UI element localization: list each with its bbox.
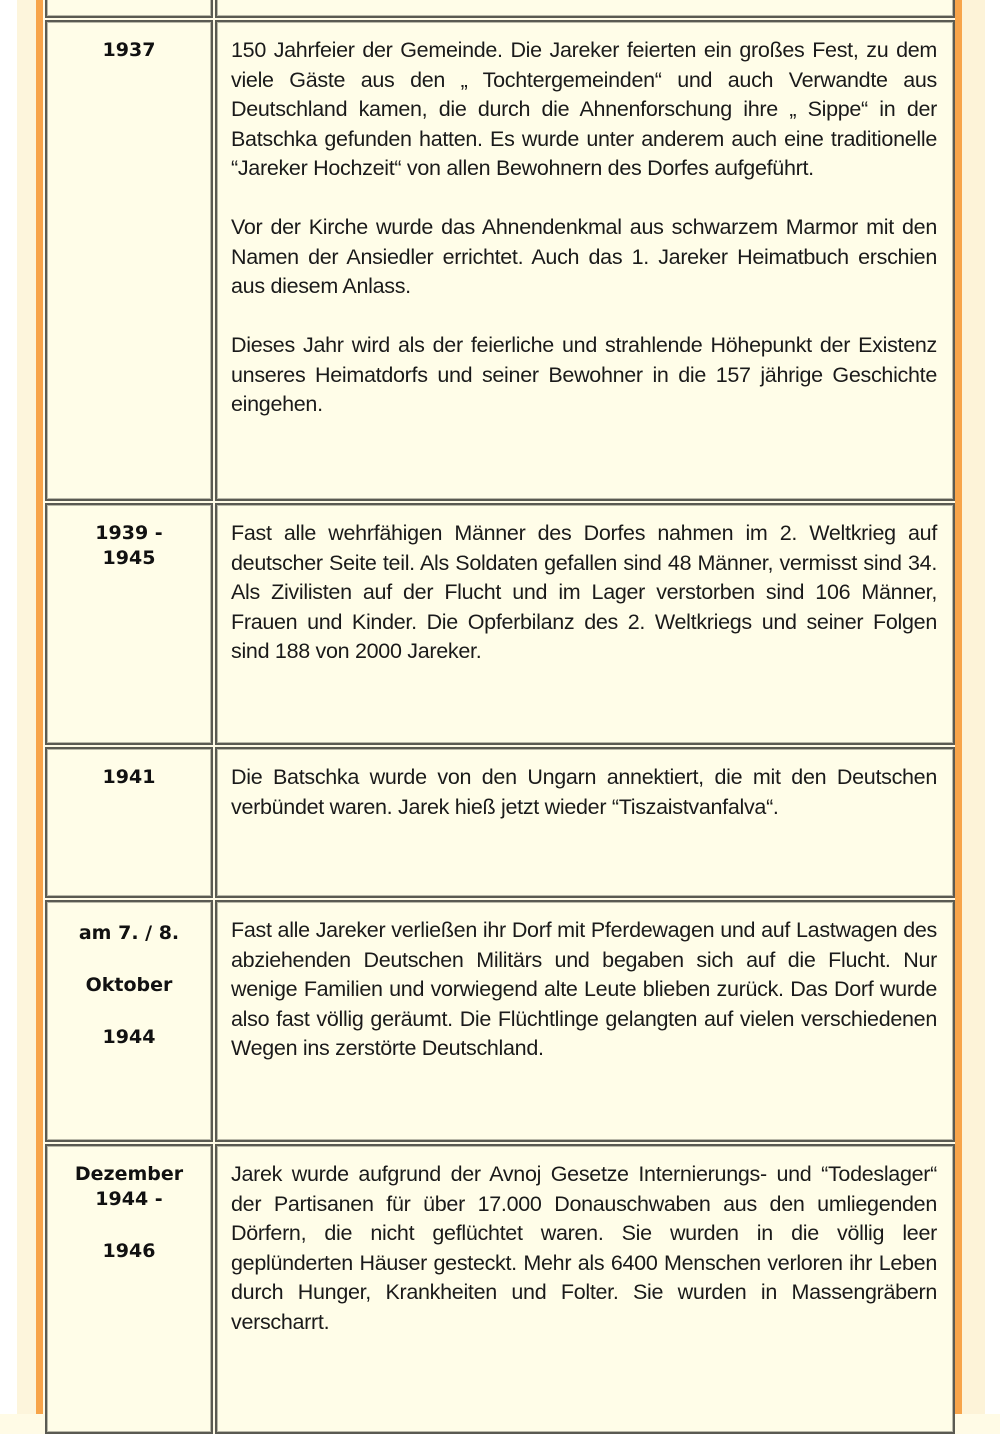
date-line: 1939 - [95, 522, 163, 544]
date-line: am 7. / 8. [78, 922, 180, 944]
event-date [47, 38, 211, 63]
date-line: 1945 [102, 547, 156, 569]
date-line: Oktober [85, 974, 173, 996]
timeline-row [43, 900, 955, 1142]
page-margin-right [985, 0, 1000, 1414]
date-line [47, 1212, 211, 1239]
timeline-row [43, 503, 955, 745]
event-date [47, 920, 211, 1050]
paragraph: Vor der Kirche wurde das Ahnendenkmal aus schwarzem Marmor mit den Namen der Ansiedler errichtet. Auch das 1. Jareker Heimatbuch erschien aus diesem Anlass. [231, 215, 937, 298]
accent-stripe-right [955, 0, 962, 1414]
text-cell [215, 1144, 955, 1434]
paragraph: Jarek wurde aufgrund der Avnoj Gesetze Internierungs- und “Todeslager“ der Partisanen für über 17.000 Donauschwaben aus den umliegenden Dörfern, die nicht geflüchtet waren. Sie wurden in die völlig leer geplünderten Häuser gesteckt. Mehr als 6400 Menschen verloren ihr Leben durch Hunger, Krankheiten und Folter. Sie wurden in Massengräbern verscharrt. [231, 1162, 937, 1334]
text-cell [215, 20, 955, 501]
text-cell [215, 503, 955, 745]
timeline-row [43, 20, 955, 501]
page-margin-left-tint [17, 0, 36, 1414]
event-description [231, 763, 937, 822]
paragraph: Die Batschka wurde von den Ungarn annektiert, die mit den Deutschen verbündet waren. Jarek hieß jetzt wieder “Tiszaistvanfalva“. [231, 765, 937, 819]
timeline-row [43, 1144, 955, 1434]
event-date [47, 521, 211, 571]
text-cell [215, 0, 955, 18]
event-description [231, 916, 937, 1064]
text-cell [215, 900, 955, 1142]
event-description [231, 519, 937, 667]
event-description [231, 36, 937, 420]
date-line [47, 998, 211, 1024]
date-cell [45, 1144, 213, 1434]
event-date [47, 1162, 211, 1264]
text-cell [215, 747, 955, 898]
date-cell [45, 503, 213, 745]
paragraph: Dieses Jahr wird als der feierliche und strahlende Höhepunkt der Existenz unseres Heimatdorfs und seiner Bewohner in die 157 jährige Geschichte eingehen. [231, 333, 937, 416]
paragraph: Fast alle Jareker verließen ihr Dorf mit Pferdewagen und auf Lastwagen des abziehenden Deutschen Militärs und begaben sich auf die Flucht. Nur wenige Familien und vorwiegend alte Leute blieben zurück. Das Dorf wurde also fast völlig geräumt. Die Flüchtlinge gelangten auf vielen verschiedenen Wegen ins zerstörte Deutschland. [231, 918, 937, 1060]
date-cell [45, 900, 213, 1142]
page-margin-left [0, 0, 17, 1414]
date-line: 1944 [102, 1026, 156, 1048]
date-line [47, 946, 211, 972]
timeline-row [43, 747, 955, 898]
event-date [47, 765, 211, 790]
paragraph: Fast alle wehrfähigen Männer des Dorfes nahmen im 2. Weltkrieg auf deutscher Seite teil. Als Soldaten gefallen sind 48 Männer, vermisst sind 34. Als Zivilisten auf der Flucht und im Lager verstorben sind 106 Männer, Frauen und Kinder. Die Opferbilanz des 2. Weltkriegs und seiner Folgen sind 188 von 2000 Jareker. [231, 521, 937, 663]
date-line: Dezember [74, 1163, 184, 1185]
date-cell [45, 747, 213, 898]
timeline-row-previous [43, 0, 955, 18]
date-line: 1941 [102, 766, 156, 788]
date-cell [45, 20, 213, 501]
date-cell [45, 0, 213, 18]
accent-stripe-left [36, 0, 43, 1414]
date-line: 1944 - [95, 1188, 163, 1210]
date-line: 1946 [102, 1240, 156, 1262]
event-description [231, 1160, 937, 1337]
date-line: 1937 [102, 39, 156, 61]
paragraph: 150 Jahrfeier der Gemeinde. Die Jareker feierten ein großes Fest, zu dem viele Gäste aus den „ Tochtergemeinden“ und auch Verwandte aus Deutschland kamen, die durch die Ahnenforschung ihre „ Sippe“ in der Batschka gefunden hatten. Es wurde unter anderem auch eine traditionelle “Jareker Hochzeit“ von allen Bewohnern des Dorfes aufgeführt. [231, 38, 937, 180]
